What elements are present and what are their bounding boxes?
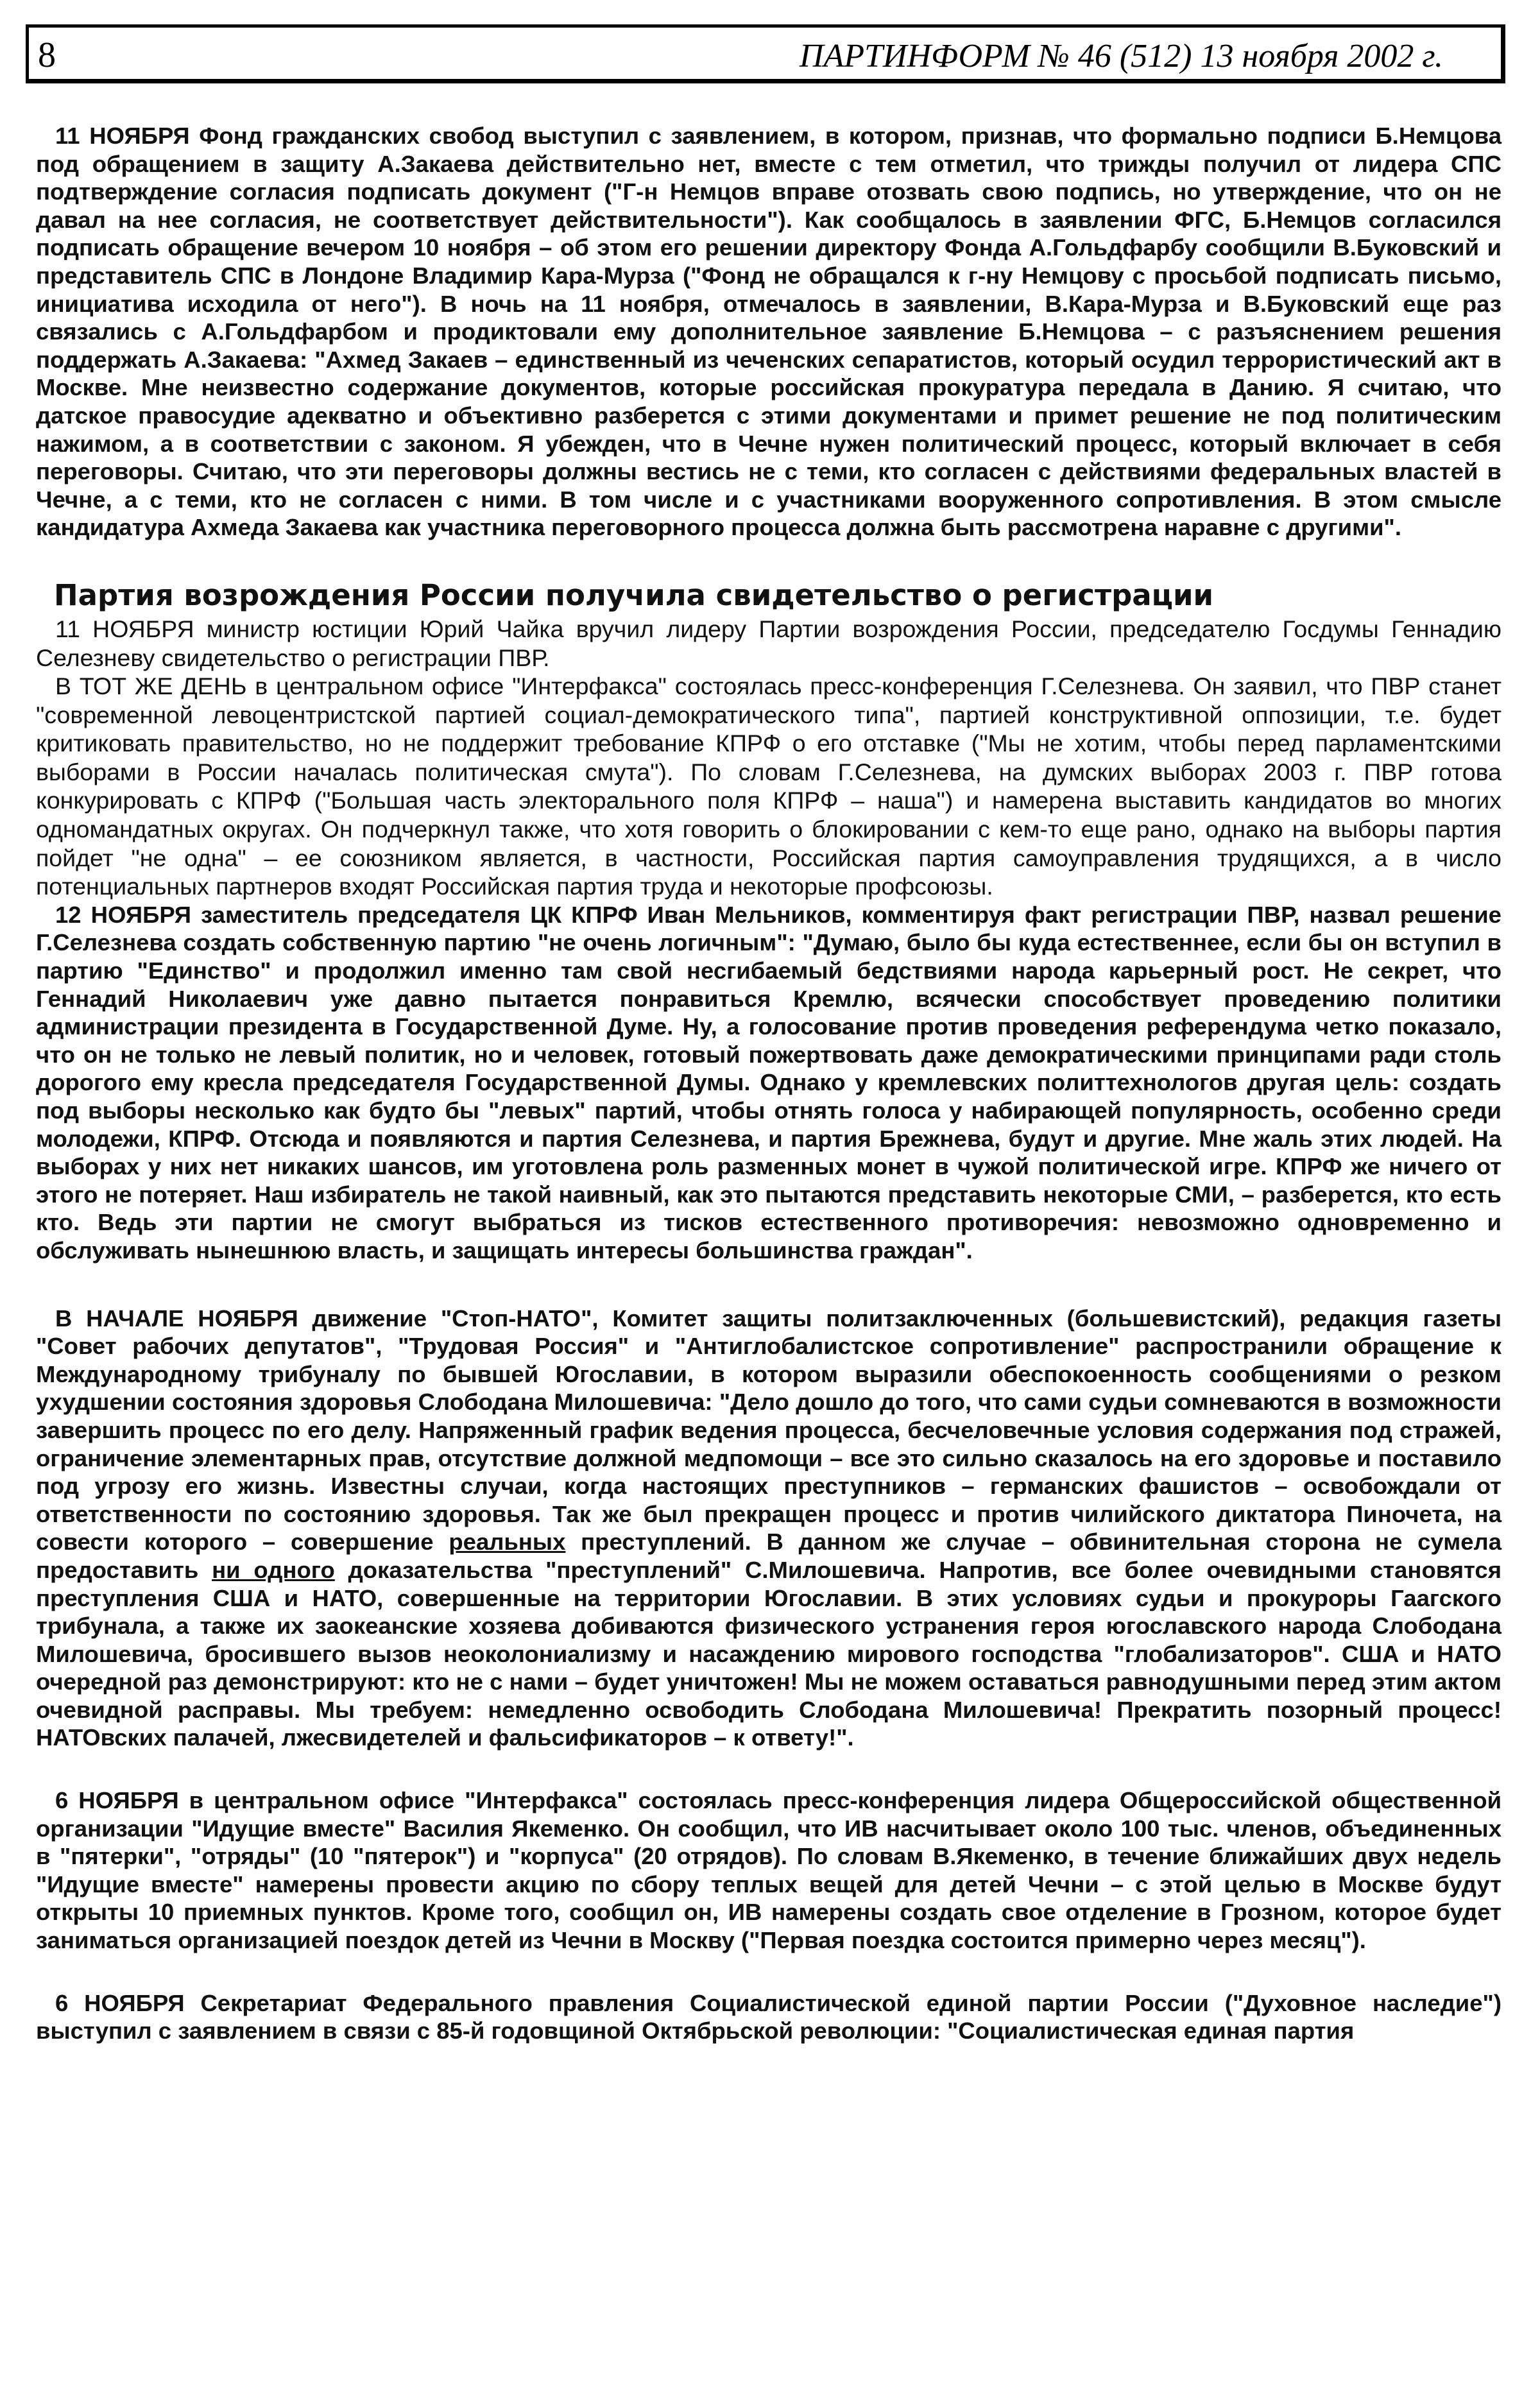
underlined-word: ни одного — [212, 1556, 335, 1583]
underlined-word: реальных — [449, 1529, 566, 1555]
news-text: Секретариат Федерального правления Социалистической единой партии России ("Духовное наследие") выступил с заявлением в связи с 85-й годовщиной Октябрьской революции: "Социалистическая единая партия — [36, 1989, 1502, 2044]
news-date: 11 НОЯБРЯ — [55, 123, 190, 149]
section-paragraph-2: В ТОТ ЖЕ ДЕНЬ в центральном офисе "Интерфакса" состоялась пресс-конференция Г.Селезнева. Он заявил, что ПВР станет "современной левоцентристской партией социал-демократического типа", партией конструктивной оппозиции, т.е. будет критиковать правительство, но не поддержит требование КПРФ о его отставке ("Мы не хотим, чтобы перед парламентскими выборами в России началась политическая смута"). По словам Г.Селезнева, на думских выборах 2003 г. ПВР готова конкурировать с КПРФ ("Большая часть электорального поля КПРФ – наша") и намерена выставить кандидатов во многих одномандатных округах. Он подчеркнул также, что хотя говорить о блокировании с кем-то еще рано, однако на выборы партия пойдет "не одна" – ее союзником является, в частности, Российская партия самоуправления трудящихся, а в число потенциальных партнеров входят Российская партия труда и некоторые профсоюзы. — [36, 673, 1502, 900]
section-paragraph-1: 11 НОЯБРЯ министр юстиции Юрий Чайка вручил лидеру Партии возрождения России, председателю Госдумы Геннадию Селезневу свидетельство о регистрации ПВР. — [36, 615, 1502, 671]
news-date: 12 НОЯБРЯ — [55, 901, 191, 928]
news-date: В НАЧАЛЕ НОЯБРЯ — [55, 1305, 298, 1332]
news-text: в центральном офисе "Интерфакса" состоялась пресс-конференция лидера Общероссийской общественной организации "Идущие вместе" Василия Якеменко. Он сообщил, что ИВ насчитывает около 100 тыс. членов, объединенных в "пятерки", "отряды" (10 "пятерок") и "корпуса" (20 отрядов). По словам В.Якеменко, в течение ближайших двух недель "Идущие вместе" намерены провести акцию по сбору теплых вещей для детей Чечни – с этой целью в Москве будут открыты 10 приемных пунктов. Кроме того, сообщил он, ИВ намерены создать свое отделение в Грозном, которое будет заниматься организацией поездок детей из Чечни в Москву ("Первая поездка состоится примерно через месяц"). — [36, 1787, 1502, 1954]
news-text: преступлений. В данном же случае – обвинительная сторона не сумела предоставить — [36, 1529, 1502, 1583]
page-number: 8 — [38, 35, 56, 75]
news-item-fgs — [36, 122, 1502, 542]
article-body — [36, 122, 1502, 2045]
page-header — [26, 24, 1505, 83]
section-heading: Партия возрождения России получила свидетельство о регистрации — [54, 578, 1214, 612]
news-date: 6 НОЯБРЯ — [55, 1787, 179, 1814]
news-date: 6 НОЯБРЯ — [55, 1989, 185, 2016]
news-item-idushchie-vmeste — [36, 1786, 1502, 1955]
news-item-stop-nato — [36, 1305, 1502, 1752]
news-text: заместитель председателя ЦК КПРФ Иван Мельников, комментируя факт регистрации ПВР, назвал решение Г.Селезнева создать собственную партию "не очень логичным": "Думаю, было бы куда естественнее, если бы он вступил в партию "Единство" и продолжил именно там свой несгибаемый бедствиями народа карьерный рост. Не секрет, что Геннадий Николаевич уже давно пытается понравиться Кремлю, всячески способствует проведению политики администрации президента в Государственной Думе. Ну, а голосование против проведения референдума четко показало, что он не только не левый политик, но и человек, готовый пожертвовать даже демократическими принципами ради столь дорогого ему кресла председателя Государственной Думы. Однако у кремлевских политтехнологов другая цель: создать под выборы несколько как будто бы "левых" партий, чтобы отнять голоса у набирающей популярность, особенно среди молодежи, КПРФ. Отсюда и появляются и партия Селезнева, и партия Брежнева, будут и другие. Мне жаль этих людей. На выборах у них нет никаких шансов, им уготовлена роль разменных монет в чужой политической игре. КПРФ же ничего от этого не потеряет. Наш избиратель не такой наивный, как это пытаются представить некоторые СМИ, – разберется, кто есть кто. Ведь эти партии не смогут выбраться из тисков естественного противоречия: невозможно одновременно и обслуживать нынешнюю власть, и защищать интересы большинства граждан". — [36, 901, 1502, 1264]
news-item-sepr — [36, 1989, 1502, 2045]
section-paragraph-3 — [36, 901, 1502, 1265]
news-text: Фонд гражданских свобод выступил с заявлением, в котором, признав, что формально подписи Б.Немцова под обращением в защиту А.Закаева действительно нет, вместе с тем отметил, что трижды получил от лидера СПС подтверждение согласия подписать документ ("Г-н Немцов вправе отозвать свою подпись, но утверждение, что он не давал на нее согласия, не соответствует действительности"). Как сообщалось в заявлении ФГС, Б.Немцов согласился подписать обращение вечером 10 ноября – об этом его решении директору Фонда А.Гольдфарбу сообщили В.Буковский и представитель СПС в Лондоне Владимир Кара-Мурза ("Фонд не обращался к г-ну Немцову с просьбой подписать письмо, инициатива исходила от него"). В ночь на 11 ноября, отмечалось в заявлении, В.Кара-Мурза и В.Буковский еще раз связались с А.Гольдфарбом и продиктовали ему дополнительное заявление Б.Немцова – с разъяснением решения поддержать А.Закаева: "Ахмед Закаев – единственный из чеченских сепаратистов, который осудил террористический акт в Москве. Мне неизвестно содержание документов, которые российская прокуратура передала в Данию. Я считаю, что датское правосудие адекватно и объективно разберется с этими документами и примет решение не под политическим нажимом, а в соответствии с законом. Я убежден, что в Чечне нужен политический процесс, который включает в себя переговоры. Считаю, что эти переговоры должны вестись не с теми, кто согласен с действиями федеральных властей в Чечне, а с теми, кто не согласен с ними. В том числе и с участниками вооруженного сопротивления. В этом смысле кандидатура Ахмеда Закаева как участника переговорного процесса должна быть рассмотрена наравне с другими". — [36, 123, 1502, 541]
news-text: движение "Стоп-НАТО", Комитет защиты политзаключенных (большевистский), редакция газеты "Совет рабочих депутатов", "Трудовая Россия" и "Антиглобалистское сопротивление" распространили обращение к Международному трибуналу по бывшей Югославии, в котором выразили обеспокоенность сообщениями о резком ухудшении состояния здоровья Слободана Милошевича: "Дело дошло до того, что сами судьи сомневаются в возможности завершить процесс по его делу. Напряженный график ведения процесса, бесчеловечные условия содержания под стражей, ограничение элементарных прав, отсутствие должной медпомощи – все это сильно сказалось на его здоровье и поставило под угрозу его жизнь. Известны случаи, когда настоящих преступников – германских фашистов – освобождали от ответственности по состоянию здоровья. Так же был прекращен процесс и против чилийского диктатора Пиночета, на совести которого – совершение — [36, 1305, 1502, 1555]
running-title: ПАРТИНФОРМ № 46 (512) 13 ноября 2002 г. — [799, 38, 1443, 74]
news-text: доказательства "преступлений" С.Милошевича. Напротив, все более очевидными становятся преступления США и НАТО, совершенные на территории Югославии. В этих условиях судьи и прокуроры Гаагского трибунала, а также их заокеанские хозяева добиваются физического устранения героя югославского народа Слободана Милошевича, бросившего вызов неоколониализму и насаждению мирового господства "глобализаторов". США и НАТО очередной раз демонстрируют: кто не с нами – будет уничтожен! Мы не можем оставаться равнодушными перед этим актом очевидной расправы. Мы требуем: немедленно освободить Слободана Милошевича! Прекратить позорный процесс! НАТОвских палачей, лжесвидетелей и фальсификаторов – к ответу!". — [36, 1556, 1502, 1751]
